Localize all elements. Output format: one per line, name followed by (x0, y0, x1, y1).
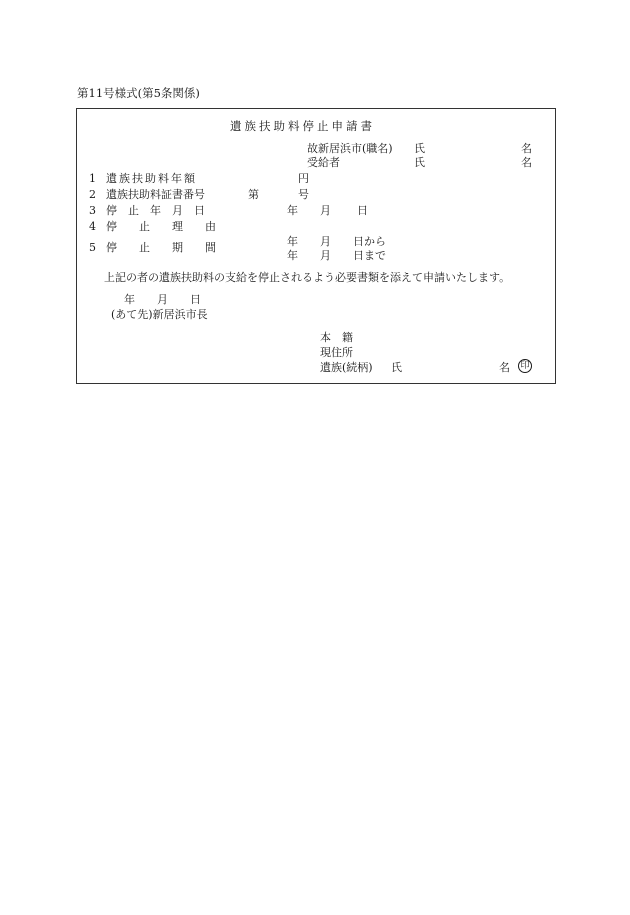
item-2-go: 号 (298, 188, 309, 201)
item-5-from: 年 月 日から (287, 235, 386, 248)
applicant-address: 現住所 (320, 346, 353, 359)
recipient-label: 受給者 (307, 156, 340, 169)
applicant-relation: 遺族(続柄) (320, 361, 373, 374)
applicant-mei: 名 (499, 361, 510, 374)
deceased-shi: 氏 (414, 142, 425, 155)
deceased-label: 故新居浜市(職名) (307, 142, 393, 155)
item-1-number: 1 (89, 172, 96, 185)
item-1-yen: 円 (298, 172, 309, 185)
item-2-number: 2 (89, 188, 96, 201)
item-1-label: 遺族扶助料年額 (106, 172, 197, 185)
item-3-number: 3 (89, 204, 96, 217)
form-title: 遺族扶助料停止申請書 (230, 119, 375, 133)
statement: 上記の者の遺族扶助料の支給を停止されるよう必要書類を添えて申請いたします。 (104, 271, 511, 284)
item-2-label: 遺族扶助料証書番号 (106, 188, 205, 201)
item-2-dai: 第 (248, 188, 259, 201)
application-date: 年 月 日 (124, 293, 201, 306)
seal-mark: 印 (518, 359, 532, 373)
item-3-label: 停 止 年 月 日 (106, 204, 205, 217)
recipient-shi: 氏 (414, 156, 425, 169)
applicant-honseki: 本 籍 (320, 331, 353, 344)
item-5-until: 年 月 日まで (287, 249, 386, 262)
item-3-tsuki: 月 (320, 204, 331, 217)
item-4-label: 停 止 理 由 (106, 220, 216, 233)
item-5-number: 5 (89, 241, 96, 254)
applicant-shi: 氏 (391, 361, 402, 374)
form-number: 第11号様式(第5条関係) (77, 86, 200, 100)
addressee: (あて先)新居浜市長 (111, 308, 208, 321)
recipient-mei: 名 (521, 156, 532, 169)
item-5-label: 停 止 期 間 (106, 241, 216, 254)
item-3-hi: 日 (357, 204, 368, 217)
item-3-nen: 年 (287, 204, 298, 217)
deceased-mei: 名 (521, 142, 532, 155)
item-4-number: 4 (89, 220, 96, 233)
